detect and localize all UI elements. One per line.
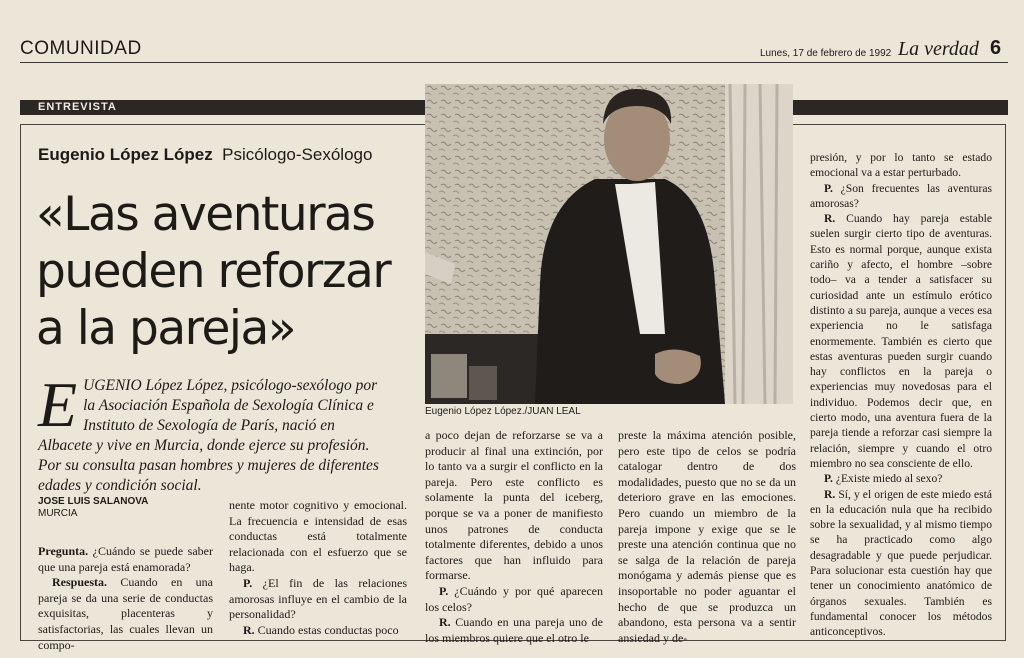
article-column-5 <box>810 150 992 640</box>
question-text: ¿Existe miedo al sexo? <box>832 472 943 486</box>
answer-label: R. <box>243 622 255 637</box>
answer-label: R. <box>824 212 836 226</box>
question-label: P. <box>824 472 833 486</box>
photo-caption: Eugenio López López./JUAN LEAL <box>425 406 581 417</box>
answer-text: Cuando en una pareja se da una serie de conductas exquisitas, placenteras y satisfactorias, las cuales llevan un compo- <box>38 575 213 652</box>
article-column-1 <box>38 544 213 653</box>
header-rule <box>20 62 1008 63</box>
article-column-3 <box>425 428 603 646</box>
subject-title: Psicólogo-Sexólogo <box>222 145 373 164</box>
article-column-4 <box>618 428 796 646</box>
answer-label: R. <box>824 487 836 501</box>
body-text: nente motor cognitivo y emocional. La frecuencia e intensidad de esas conductas está totalmente relacionada con el esfuerzo que se haga. <box>229 498 407 575</box>
portrait-photo-illustration <box>425 84 793 404</box>
section-band-right <box>793 100 1008 115</box>
byline-place: MURCIA <box>38 508 78 519</box>
lead-paragraph <box>38 369 388 496</box>
answer-label: Respuesta. <box>52 575 108 590</box>
headline: «Las aventuras pueden reforzar a la pareja» <box>36 187 391 356</box>
section-band-label: ENTREVISTA <box>38 101 117 113</box>
interview-subject <box>38 145 372 165</box>
question-text: ¿El fin de las relaciones amorosas influye en el cambio de la personalidad? <box>229 575 407 622</box>
article-column-2 <box>229 498 407 638</box>
body-text: presión, y por lo tanto se estado emocional va a estar perturbado. <box>810 151 992 180</box>
answer-text: Cuando estas conductas poco <box>254 622 399 637</box>
question-text: ¿Cuándo se puede saber que una pareja está enamorada? <box>38 544 213 574</box>
portrait-photo <box>425 84 793 404</box>
question-text: ¿Son frecuentes las aventuras amorosas? <box>810 181 992 210</box>
question-label: P. <box>439 583 449 598</box>
answer-text: Cuando hay pareja estable suelen surgir cierto tipo de aventuras. Esto es normal porque, aunque exista cariño y afecto, el hombre –sobre todo– va a tender a satisfacer su curiosidad ante un estímulo erótico distinto a su pareja, aunque a veces esa experiencia no le satisfaga enormemente. También es cierto que estas aventuras pueden surgir cuando hay conflictos en la pareja o experiencias muy novedosas para el individuo. Podemos decir que, en cierto modo, una aventura fuera de la pareja tiende a reforzar casi siempre la relación, siempre y cuando el otro miembro no sea consciente de ello. <box>810 212 992 470</box>
question-label: Pregunta. <box>38 544 89 558</box>
drop-cap: E <box>38 369 78 440</box>
body-text: a poco dejan de reforzarse se va a producir al final una extinción, por lo tanto va a surgir el conflicto en la pareja. Pero este conflicto es solamente la punta del iceberg, porque se va a poner de manifiesto unos patrones de conducta totalmente diferentes, debido a unos factores que han influido para formarse. <box>425 428 603 583</box>
body-text: preste la máxima atención posible, pero este tipo de celos se podría catalogar dentro de dos modalidades, puesto que no se da un deterioro grave en las emociones. Pero cuando un miembro de la pareja impone y exige que se le preste una atención continua que no se salga de la relación de pareja monógama y además piense que es insoportable no poder aguantar el hecho de que se produzca un abandono, esta persona va a sentir ansiedad y de- <box>618 428 796 645</box>
lead-text: UGENIO López López, psicólogo-sexólogo por la Asociación Española de Sexología Clínica e Instituto de Sexología de París, nació en Albacete y vive en Murcia, donde ejerce su profesión. Por su consulta pasan hombres y mujeres de diferentes edades y condición social. <box>38 377 379 494</box>
question-text: ¿Cuándo y por qué aparecen los celos? <box>425 583 603 614</box>
byline-author: JOSE LUIS SALANOVA <box>38 496 149 507</box>
subject-name: Eugenio López López <box>38 145 213 164</box>
question-label: P. <box>824 181 833 195</box>
section-title: COMUNIDAD <box>20 38 142 59</box>
question-label: P. <box>243 575 253 590</box>
newspaper-name: La verdad <box>898 38 979 60</box>
answer-text: Sí, y el origen de este miedo está en la educación nula que ha recibido sobre la sexualidad, y al mismo tiempo se ha practicado como algo desagradable y que puede perjudicar. Para solucionar esta cuestión hay que tener un conocimiento anatómico de órganos sexuales. También es fundamental conocer los métodos anticonceptivos. <box>810 487 992 639</box>
issue-date: Lunes, 17 de febrero de 1992 <box>760 48 892 59</box>
answer-text: Cuando en una pareja uno de los miembros quiere que el otro le <box>425 615 603 645</box>
page-number: 6 <box>990 37 1002 59</box>
answer-label: R. <box>439 615 451 630</box>
